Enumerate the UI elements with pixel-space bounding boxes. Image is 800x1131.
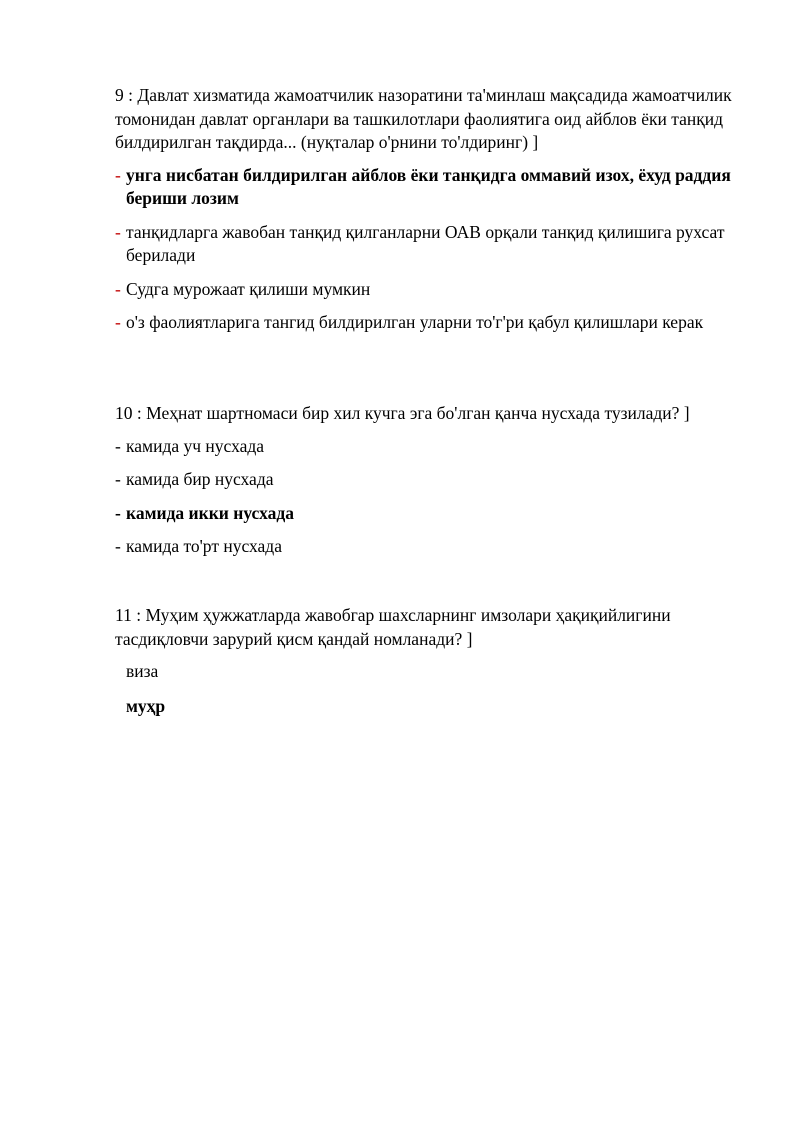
option-dash: - (115, 536, 121, 556)
answer-option (115, 435, 745, 459)
option-text: камида икки нусхада (126, 502, 294, 523)
question-text: 11 : Муҳим ҳужжатларда жавобгар шахсларнинг имзолари ҳақиқийлигини тасдиқловчи зарурий қисм қандай номланади? ] (115, 605, 671, 649)
option-text: камида то'рт нусхада (126, 536, 282, 556)
option-dash: - (115, 469, 121, 489)
option-dash: - (115, 221, 121, 242)
option-text: камида уч нусхада (126, 435, 265, 456)
option-text: о'з фаолиятларига тангид билдирилган уларни то'г'ри қабул қилишлари керак (126, 312, 704, 332)
option-dash: - (115, 164, 121, 185)
question-text: 10 : Меҳнат шартномаси бир хил кучга эга бо'лган қанча нусхада тузилади? ] (115, 403, 690, 423)
answer-option (115, 221, 745, 268)
option-dash: - (115, 278, 121, 299)
answer-option (115, 502, 745, 526)
option-dash: - (115, 312, 121, 332)
question-text: 9 : Давлат хизматида жамоатчилик назоратини та'минлаш мақсадида жамоатчилик томонидан давлат органлари ва ташкилотлари фаолиятига оид айблов ёки танқид билдирилган тақдирда... (нуқталар о'рнини то'лдиринг) ] (115, 85, 732, 152)
option-dash: - (115, 502, 121, 523)
question-9 (115, 84, 745, 345)
answer-option (115, 660, 745, 684)
answer-option (115, 535, 745, 559)
option-text: муҳр (126, 695, 166, 716)
answer-option (115, 311, 745, 335)
option-text: Судга мурожаат қилиши мумкин (126, 278, 371, 299)
question-11 (115, 604, 745, 729)
option-text: танқидларга жавобан танқид қилганларни ОАВ орқали танқид қилишига рухсат берилади (126, 221, 725, 265)
answer-option (115, 695, 745, 719)
option-text: унга нисбатан билдирилган айблов ёки танқидга оммавий изох, ёхуд раддия бериши лозим (126, 164, 731, 208)
question-10 (115, 402, 745, 569)
option-dash: - (115, 435, 121, 456)
answer-option (115, 278, 745, 302)
answer-option (115, 164, 745, 211)
option-text: камида бир нусхада (126, 469, 274, 489)
answer-option (115, 468, 745, 492)
option-text: виза (126, 661, 159, 681)
